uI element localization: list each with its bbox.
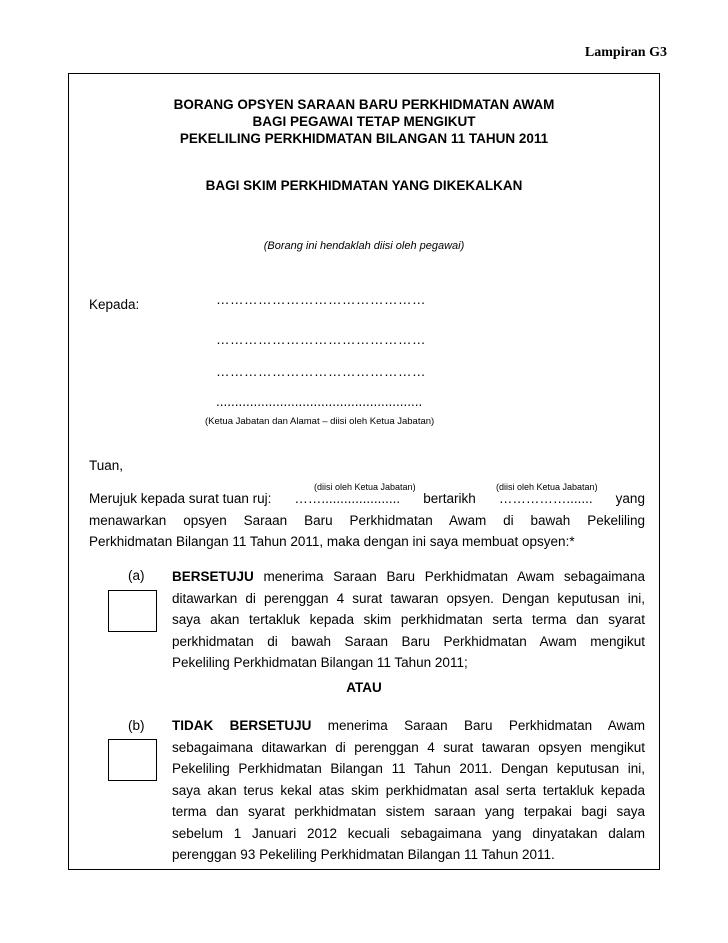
fill-note-date: (diisi oleh Ketua Jabatan) <box>496 482 598 492</box>
option-a-line-4: perkhidmatan di bawah Saraan Baru Perkhidmatan Awam mengikut <box>172 633 645 649</box>
option-b-line-3: Pekeliling Perkhidmatan Bilangan 11 Tahun 2011. Dengan keputusan ini, <box>172 761 645 776</box>
form-title-line-1: BORANG OPSYEN SARAAN BARU PERKHIDMATAN AWAM <box>173 97 555 112</box>
option-b-text <box>172 715 645 866</box>
option-b-line-5: terma dan syarat perkhidmatan sistem saraan yang terpakai bagi saya <box>172 804 645 819</box>
form-title-line-2: BAGI PEGAWAI TETAP MENGIKUT <box>252 114 476 129</box>
intro-line-3: Perkhidmatan Bilangan 11 Tahun 2011, maka dengan ini saya membuat opsyen:* <box>89 534 575 549</box>
option-a-lead: BERSETUJU <box>172 569 254 584</box>
option-a-checkbox[interactable] <box>108 590 157 632</box>
option-a-line-2: ditawarkan di perenggan 4 surat tawaran opsyen. Dengan keputusan ini, <box>172 590 645 606</box>
reference-field[interactable]: ……..................... <box>294 491 401 506</box>
form-frame <box>68 73 660 870</box>
recipient-line-2[interactable]: ……………………………………… <box>216 332 426 347</box>
intro-text-3: yang <box>615 491 645 506</box>
appendix-label: Lampiran G3 <box>584 45 667 60</box>
recipient-line-1[interactable]: ……………………………………… <box>216 292 426 307</box>
or-separator: ATAU <box>346 680 382 695</box>
form-title-line-3: PEKELILING PERKHIDMATAN BILANGAN 11 TAHUN 2011 <box>179 131 549 146</box>
date-field[interactable]: ……………....... <box>498 491 593 506</box>
option-b-line-7: perenggan 93 Pekeliling Perkhidmatan Bilangan 11 Tahun 2011. <box>172 847 555 862</box>
option-a-line-1: menerima Saraan Baru Perkhidmatan Awam sebagaimana <box>253 569 645 584</box>
option-a-label: (a) <box>128 568 145 583</box>
option-a-line-5: Pekeliling Perkhidmatan Bilangan 11 Tahun 2011; <box>172 655 468 670</box>
recipient-caption: (Ketua Jabatan dan Alamat – diisi oleh Ketua Jabatan) <box>205 416 435 427</box>
option-b-line-2: sebagaimana ditawarkan di perenggan 4 surat tawaran opsyen mengikut <box>172 739 645 755</box>
option-b-label: (b) <box>128 718 145 733</box>
salutation: Tuan, <box>89 458 124 473</box>
intro-line-2: menawarkan opsyen Saraan Baru Perkhidmatan Awam di bawah Pekeliling <box>89 512 645 528</box>
option-b-line-1: menerima Saraan Baru Perkhidmatan Awam <box>311 718 645 733</box>
recipient-line-4[interactable]: ....................................................... <box>216 394 423 409</box>
option-b-checkbox[interactable] <box>108 739 157 781</box>
option-b-lead: TIDAK BERSETUJU <box>172 718 312 733</box>
intro-text-1: Merujuk kepada surat tuan ruj: <box>89 491 272 506</box>
scheme-heading: BAGI SKIM PERKHIDMATAN YANG DIKEKALKAN <box>205 178 523 193</box>
option-b-line-6: sebelum 1 Januari 2012 kecuali sebagaimana yang dinyatakan dalam <box>172 825 645 841</box>
fill-note-reference: (diisi oleh Ketua Jabatan) <box>314 482 416 492</box>
intro-paragraph <box>89 488 645 553</box>
recipient-line-3[interactable]: ……………………………………… <box>216 364 426 379</box>
option-b-line-4: saya akan terus kekal atas skim perkhidmatan asal serta tertakluk kepada <box>172 782 645 798</box>
recipient-label: Kepada: <box>89 297 140 312</box>
option-a-line-3: saya akan tertakluk kepada skim perkhidmatan serta terma dan syarat <box>172 612 645 627</box>
intro-text-2: bertarikh <box>423 491 476 506</box>
option-a-text <box>172 566 645 674</box>
form-note: (Borang ini hendaklah diisi oleh pegawai) <box>263 240 465 252</box>
